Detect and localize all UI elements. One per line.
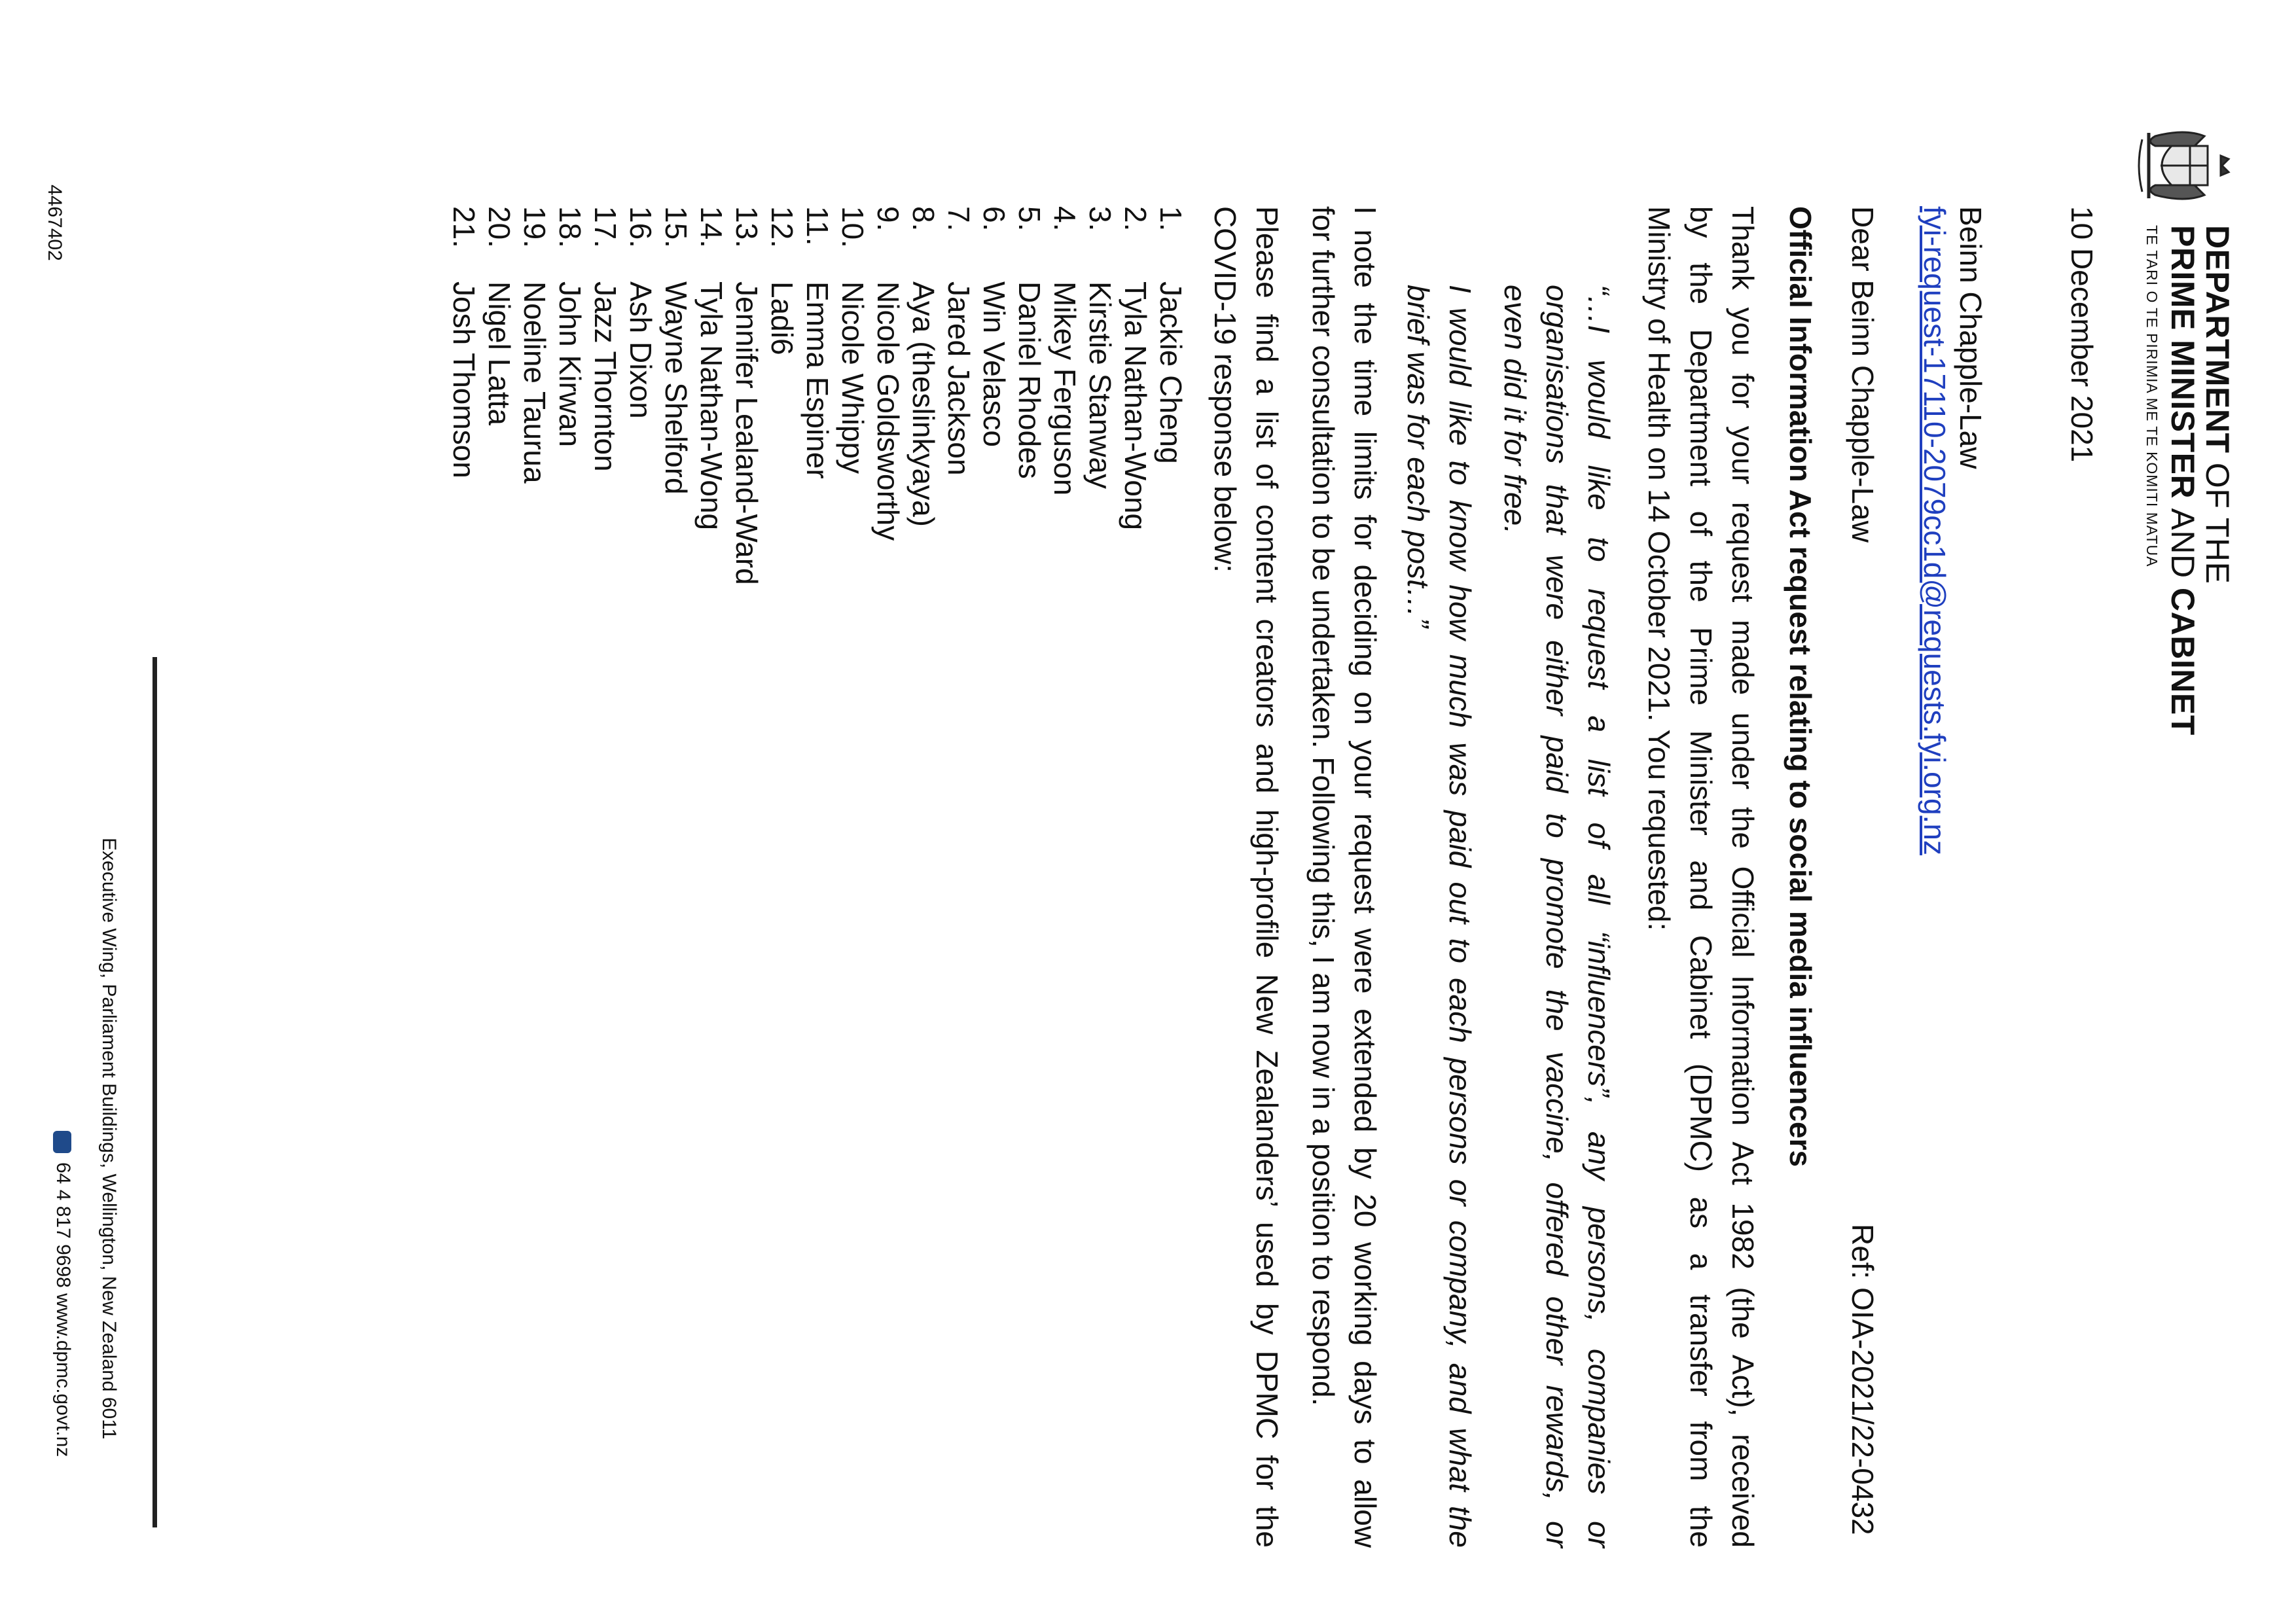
list-item: 8.Aya (theslinkyaya) [906,206,941,527]
list-item: 2.Tyla Nathan-Wong [1119,206,1153,531]
list-item: 21.Josh Thomson [447,206,481,478]
list-item: 4.Mikey Ferguson [1048,206,1082,496]
text-line: brief was for each post…” [1401,285,1435,628]
text-line: “…I would like to request a list of all “influencers”, any persons, companies or [1582,285,1616,1548]
list-item: 16.Ash Dixon [624,206,658,419]
list-item: 11.Emma Espiner [800,206,834,479]
text-line: Ministry of Health on 14 October 2021. You requested: [1642,206,1676,931]
recipient-email-link[interactable]: fyi-request-17110-2079cc1d@requests.fyi.org.nz [1918,206,1952,855]
salutation: Dear Beinn Chapple-Law [1846,206,1880,543]
quote-request-part-1 [1494,285,1620,1548]
list-item: 19.Noeline Taurua [518,206,552,484]
text-line: organisations that were either paid to promote the vaccine, offered other rewards, or [1540,285,1574,1548]
text-line: by the Department of the Prime Minister and Cabinet (DPMC) as a transfer from the [1684,206,1718,1548]
list-item: 12.Ladi6 [765,206,799,355]
letter-date: 10 December 2021 [2065,206,2099,463]
list-item: 17.Jazz Thornton [588,206,622,472]
list-item: 3.Kirstie Stanway [1083,206,1117,490]
list-item: 9.Nicole Goldsworthy [871,206,905,541]
influencer-list [446,206,1189,585]
letterhead-subtitle: TE TARI O TE PIRIMIA ME TE KOMITI MATUA [2144,225,2161,567]
list-item: 6.Win Velasco [977,206,1011,448]
text-line: I note the time limits for deciding on your request were extended by 20 working days to allow [1348,206,1382,1548]
footer-divider [152,657,157,1527]
paragraph-time-limits [1302,206,1386,1548]
text-line: Thank you for your request made under the Official Information Act 1982 (the Act), received [1726,206,1760,1548]
list-item: 1.Jackie Cheng [1154,206,1188,464]
text-line: for further consultation to be undertaken. Following this, I am now in a position to respond. [1306,206,1340,1406]
letterhead-line-1: DEPARTMENT OF THE [2199,225,2236,584]
quote-request-part-2 [1397,285,1481,1548]
text-line: even did it for free. [1498,285,1532,534]
footer-contact: 64 4 817 9698 www.dpmc.govt.nz [50,1131,76,1457]
letterhead-line-2: PRIME MINISTER AND CABINET [2164,225,2201,736]
phone-icon [53,1131,71,1153]
document-number: 4467402 [44,185,65,261]
list-item: 20.Nigel Latta [482,206,516,425]
list-item: 13.Jennifer Lealand-Ward [730,206,764,585]
footer-address: Executive Wing, Parliament Buildings, Wellington, New Zealand 6011 [98,838,120,1440]
subject-heading: Official Information Act request relating to social media influencers [1784,206,1818,1168]
recipient-name: Beinn Chapple-Law [1954,206,1988,469]
paragraph-list-intro [1204,206,1288,1548]
reference-number: Ref: OIA-2021/22-0432 [1846,1224,1880,1535]
list-item: 18.John Kirwan [553,206,587,448]
list-item: 7.Jared Jackson [942,206,976,476]
list-item: 15.Wayne Shelford [659,206,693,495]
text-line: Please find a list of content creators and high-profile New Zealanders’ used by DPMC for the [1250,206,1284,1548]
list-item: 14.Tyla Nathan-Wong [694,206,728,531]
list-item: 5.Daniel Rhodes [1013,206,1047,479]
text-line: COVID-19 response below: [1208,206,1242,573]
coat-of-arms-icon [2136,116,2234,215]
paragraph-intro [1638,206,1764,1548]
list-item: 10.Nicole Whippy [836,206,870,474]
text-line: I would like to know how much was paid out to each persons or company, and what the [1443,285,1477,1548]
